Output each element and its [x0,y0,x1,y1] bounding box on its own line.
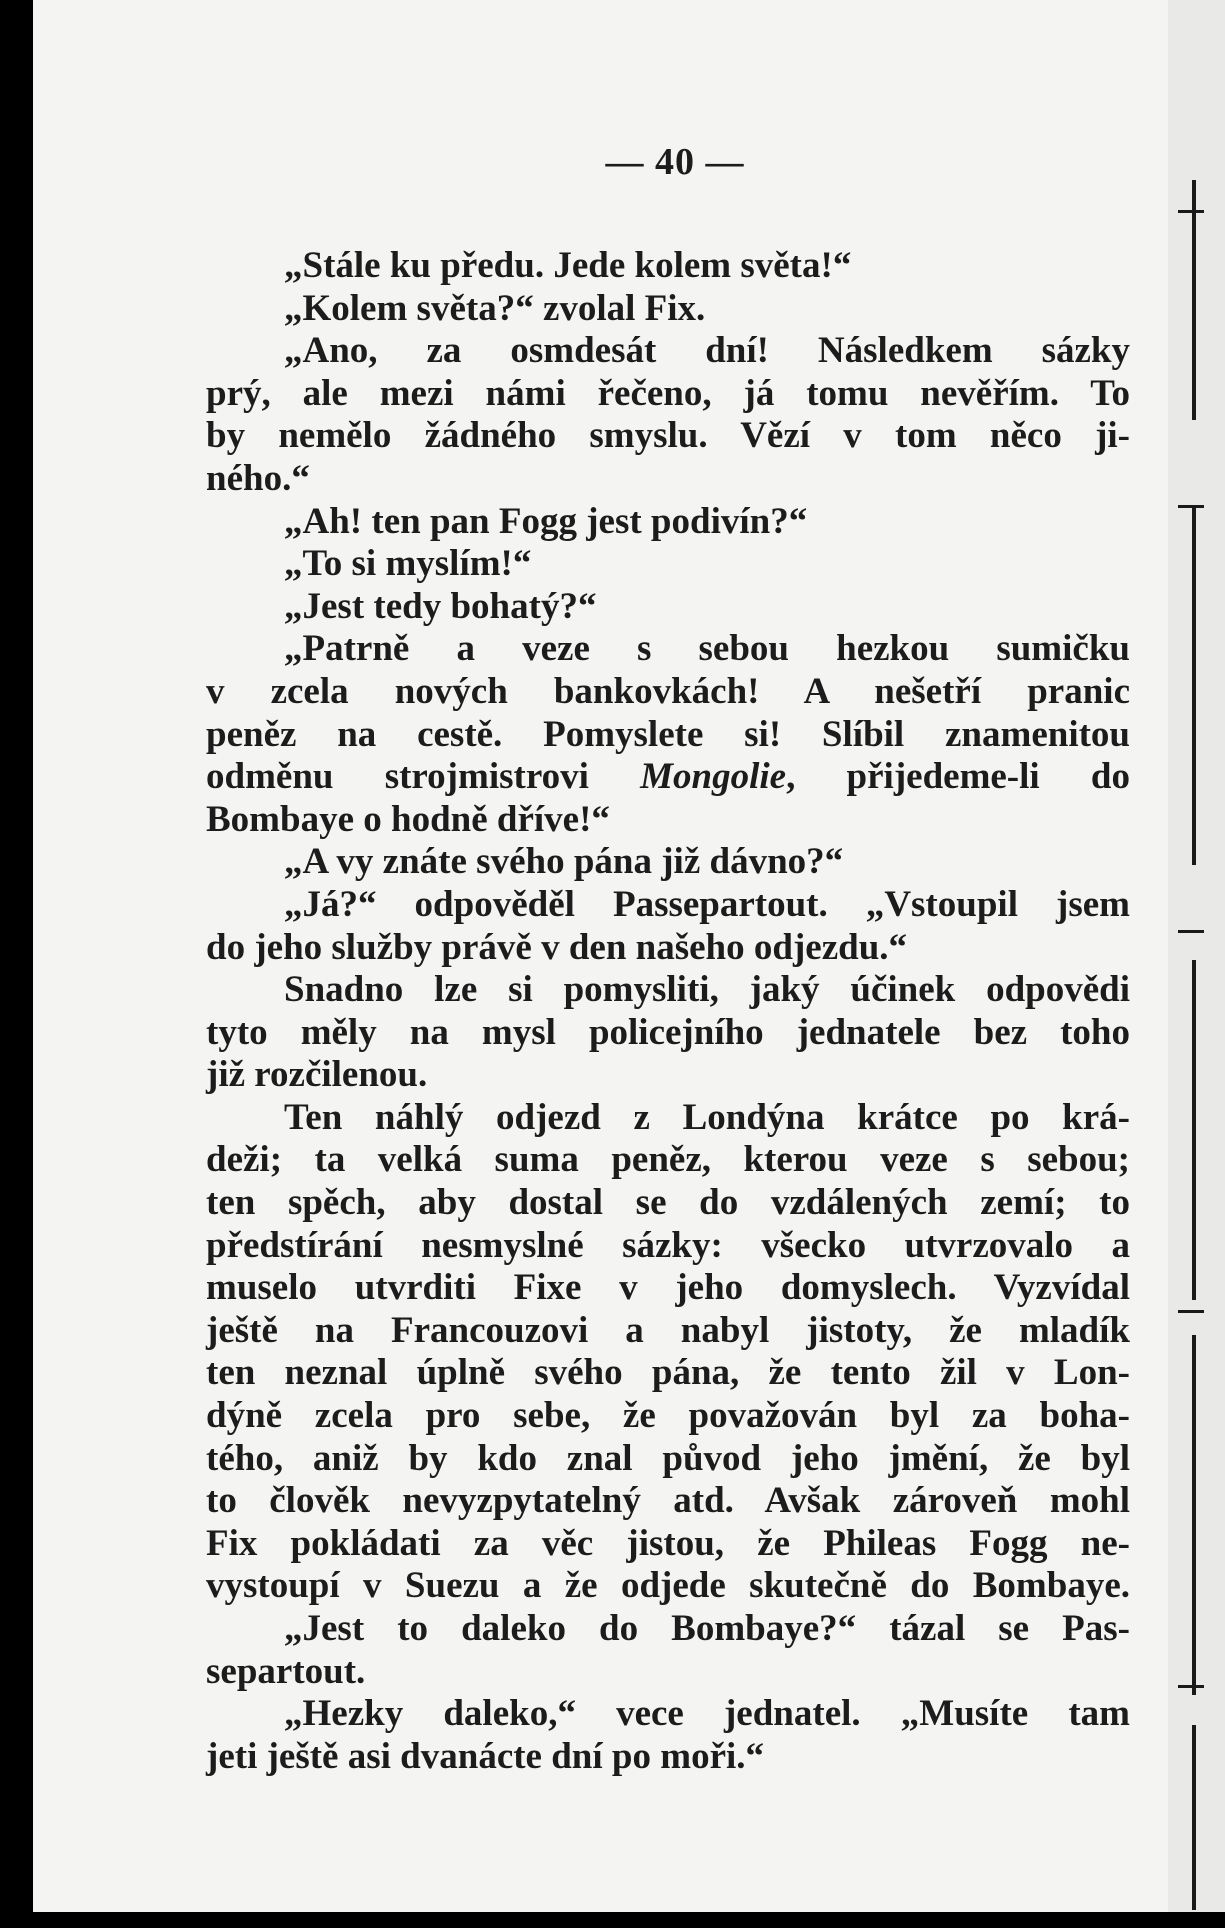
text-line: ještě na Francouzovi a nabyl jistoty, že mladík [206,1309,1130,1351]
text-line: v zcela nových bankovkách! A nešetří pranic [206,670,1130,712]
binding-thread [1192,180,1196,420]
text-line: do jeho služby právě v den našeho odjezdu.“ [206,926,908,968]
text-line: deži; ta velká suma peněz, kterou veze s sebou; [206,1139,1130,1181]
text-line: Bombaye o hodně dříve!“ [206,798,610,840]
text-line: dýně zcela pro sebe, že považován byl za boha- [206,1395,1130,1437]
text-line: ného.“ [206,457,310,499]
text-line: „To si myslím!“ [284,543,532,585]
binding-thread [1192,1335,1196,1695]
text-line: „Jest tedy bohatý?“ [284,585,597,627]
text-line: „Hezky daleko,“ vece jednatel. „Musíte tam [284,1693,1130,1735]
text-line: by nemělo žádného smyslu. Vězí v tom něco ji- [206,415,1130,457]
binding-mark [1178,930,1204,933]
text-line: Fix pokládati za věc jistou, že Phileas Fogg ne- [206,1522,1130,1564]
text-line-part: odměnu strojmistrovi [206,756,641,798]
text-line: „Ano, za osmdesát dní! Následkem sázky [284,330,1130,372]
text-line: prý, ale mezi námi řečeno, já tomu nevěřím. To [206,372,1130,414]
text-line: „Já?“ odpověděl Passepartout. „Vstoupil jsem [284,883,1130,925]
binding-mark [1178,505,1204,508]
text-line: „A vy znáte svého pána již dávno?“ [284,841,844,883]
ship-name: Mongolie [640,756,787,798]
text-line: „Ah! ten pan Fogg jest podivín?“ [284,500,808,542]
text-line: jeti ještě asi dvanácte dní po moři.“ [206,1735,765,1777]
binding-thread [1192,960,1196,1300]
text-line: to člověk nevyzpytatelný atd. Avšak zároveň mohl [206,1480,1130,1522]
text-line: „Stále ku předu. Jede kolem světa!“ [284,245,852,286]
text-line: Snadno lze si pomysliti, jaký účinek odpovědi [284,969,1130,1011]
text-line: ten neznal úplně svého pána, že tento žil v Lon- [206,1352,1130,1394]
text-line [206,756,1130,799]
text-line: tého, aniž by kdo znal původ jeho jmění, že byl [206,1437,1130,1479]
text-line: „Jest to daleko do Bombaye?“ tázal se Pas- [284,1608,1130,1649]
binding-mark [1178,1310,1204,1313]
page-binding-edge [1168,0,1225,1928]
binding-thread [1192,1725,1196,1910]
text-line-part: , přijedeme-li do [786,756,1130,798]
text-line: vystoupí v Suezu a že odjede skutečně do Bombaye. [206,1565,1130,1607]
text-line: Ten náhlý odjezd z Londýna krátce po krá- [284,1096,1130,1138]
page-number: — 40 — [605,141,745,183]
text-line: muselo utvrditi Fixe v jeho domyslech. Vyzvídal [206,1267,1130,1309]
binding-mark [1178,210,1204,213]
text-line: ten spěch, aby dostal se do vzdálených zemí; to [206,1182,1130,1224]
text-line: tyto měly na mysl policejního jednatele bez toho [206,1011,1130,1053]
text-line: „Kolem světa?“ zvolal Fix. [284,287,706,329]
text-line: separtout. [206,1650,366,1692]
text-line: předstírání nesmyslné sázky: všecko utvrzovalo a [206,1224,1130,1266]
text-line: již rozčilenou. [206,1054,428,1096]
binding-mark [1178,1685,1204,1688]
scan-bottom-edge [0,1912,1225,1928]
body-text [206,245,1130,1778]
text-line: peněz na cestě. Pomyslete si! Slíbil znamenitou [206,713,1130,755]
text-line: „Patrně a veze s sebou hezkou sumičku [284,628,1130,670]
binding-thread [1192,505,1196,865]
